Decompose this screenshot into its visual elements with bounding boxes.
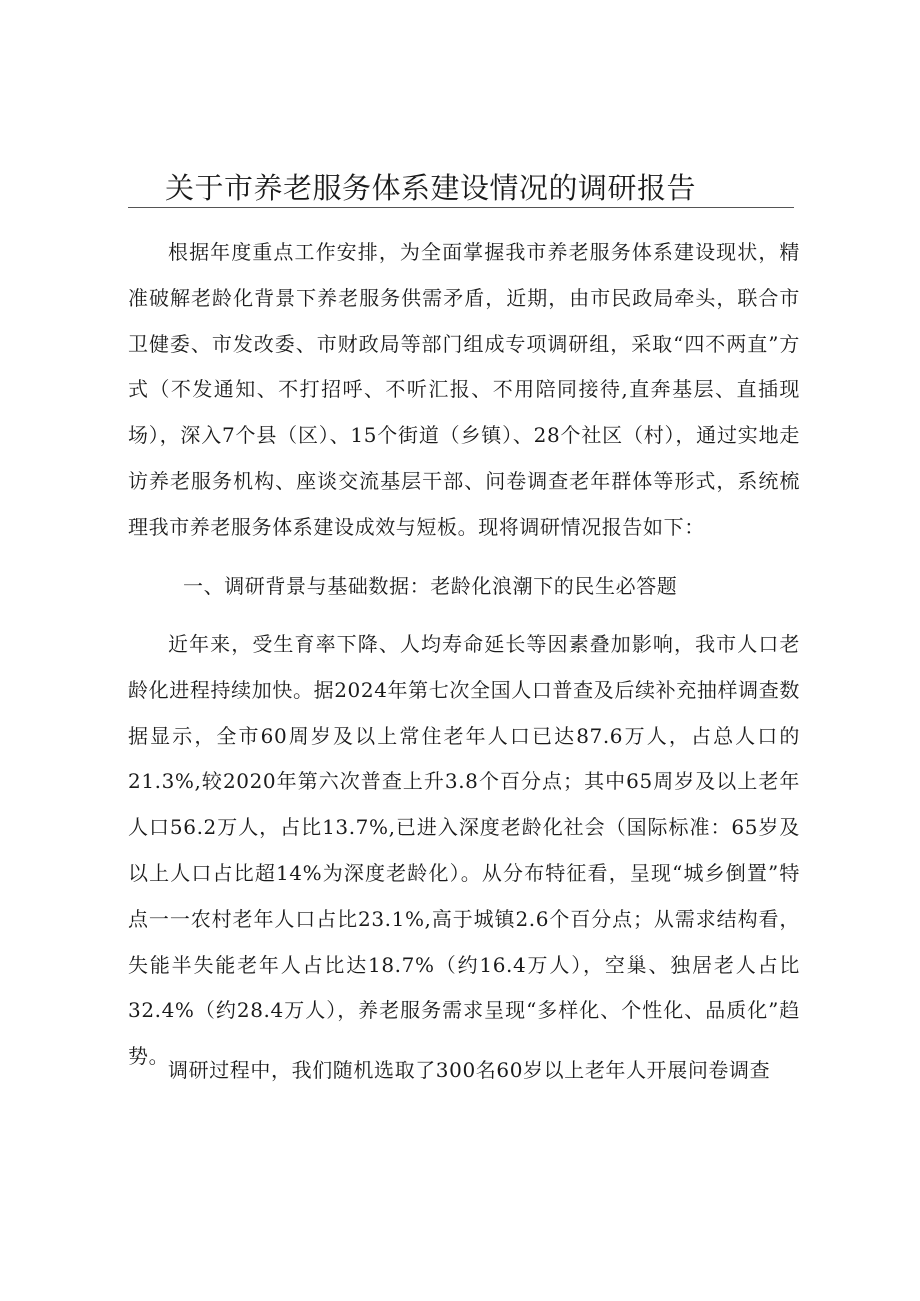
intro-paragraph: 根据年度重点工作安排，为全面掌握我市养老服务体系建设现状，精准破解老龄化背景下养老服务供需矛盾，近期，由市民政局牵头，联合市卫健委、市发改委、市财政局等部门组成专项调研组，采取“四不两直”方式（不发通知、不打招呼、不听汇报、不用陪同接待,直奔基层、直插现场），深入7个县（区）、15个街道（乡镇）、28个社区（村），通过实地走访养老服务机构、座谈交流基层干部、问卷调查老年群体等形式，系统梳理我市养老服务体系建设成效与短板。现将调研情况报告如下： [128, 240, 800, 539]
document-title: 关于市养老服务体系建设情况的调研报告 [165, 171, 697, 205]
background-paragraph: 近年来，受生育率下降、人均寿命延长等因素叠加影响，我市人口老龄化进程持续加快。据2024年第七次全国人口普查及后续补充抽样调查数据显示，全市60周岁及以上常住老年人口已达87.6万人，占总人口的21.3%,较2020年第六次普查上升3.8个百分点；其中65周岁及以上老年人口56.2万人，占比13.7%,已进入深度老龄化社会（国际标准：65岁及以上人口占比超14%为深度老龄化）。从分布特征看，呈现“城乡倒置”特点一一农村老年人口占比23.1%,高于城镇2.6个百分点；从需求结构看，失能半失能老年人占比达18.7%（约16.4万人），空巢、独居老人占比32.4%（约28.4万人），养老服务需求呈现“多样化、个性化、品质化”趋势。 [128, 632, 800, 1069]
title-underline [128, 207, 794, 208]
survey-paragraph: 调研过程中，我们随机选取了300名60岁以上老年人开展问卷调查 [168, 1058, 771, 1082]
section-heading: 一、调研背景与基础数据：老龄化浪潮下的民生必答题 [183, 574, 678, 598]
